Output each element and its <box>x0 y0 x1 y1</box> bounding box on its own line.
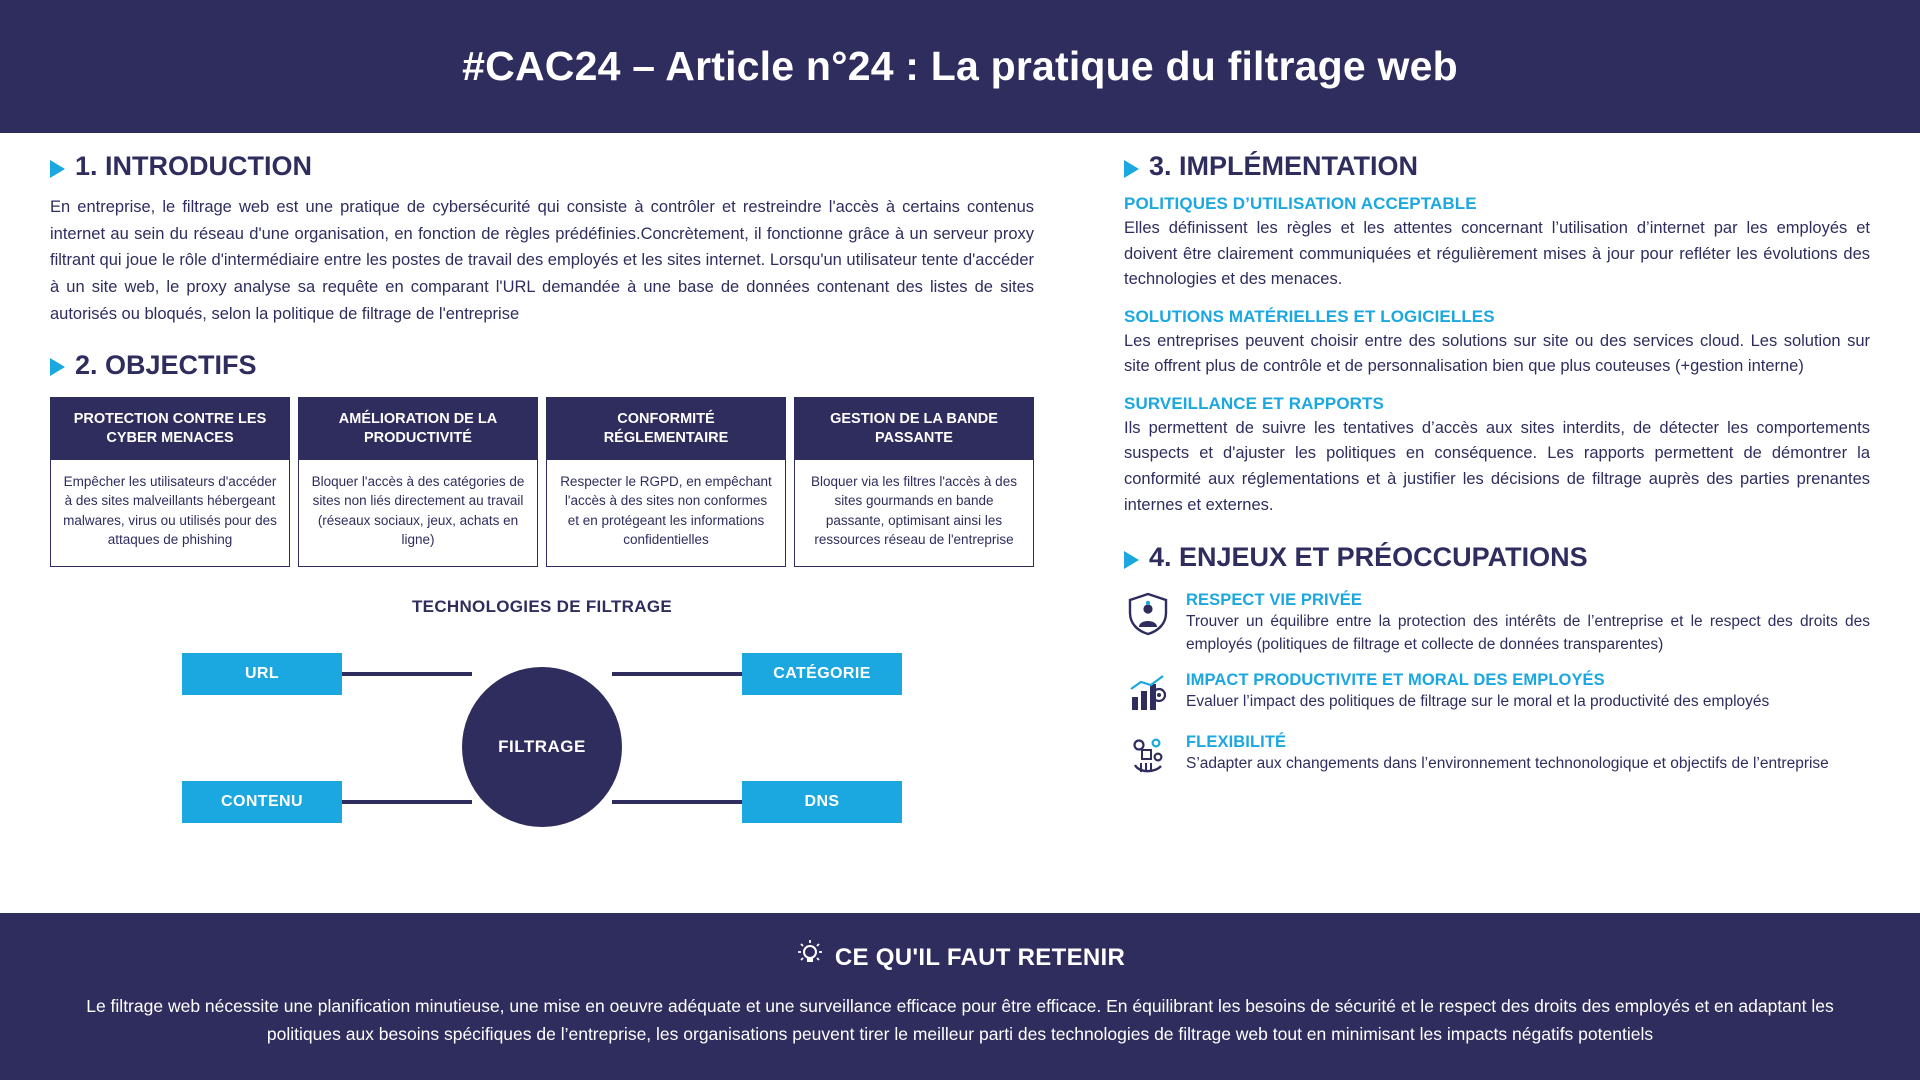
implementation-block-text: Elles définissent les règles et les attentes concernant l’utilisation d’internet par les employés et doivent être clairement communiquées et régulièrement mises à jour pour refléter les évolutions des technologies et des menaces. <box>1124 219 1870 289</box>
right-column <box>1060 151 1870 913</box>
objective-card-title: AMÉLIORATION DE LA PRODUCTIVITÉ <box>299 398 537 460</box>
diagram-node-categorie: CATÉGORIE <box>742 653 902 695</box>
privacy-shield-icon <box>1124 591 1172 639</box>
implementation-block <box>1124 194 1870 293</box>
section-2-title: 2. OBJECTIFS <box>75 349 257 380</box>
diagram-connector <box>342 672 472 676</box>
implementation-block <box>1124 394 1870 518</box>
implementation-block-title: SOLUTIONS MATÉRIELLES ET LOGICIELLES <box>1124 306 1495 326</box>
diagram-connector <box>612 800 742 804</box>
objective-card-title: PROTECTION CONTRE LES CYBER MENACES <box>51 398 289 460</box>
section-1-heading <box>50 151 1034 182</box>
objectives-cards <box>50 397 1034 567</box>
productivity-chart-gear-icon <box>1124 671 1172 719</box>
content-columns <box>0 133 1920 913</box>
lightbulb-icon <box>795 939 825 976</box>
objective-card <box>298 397 538 567</box>
takeaway-heading <box>48 939 1872 976</box>
triangle-bullet-icon <box>1124 160 1139 178</box>
left-column <box>50 151 1060 913</box>
objective-card-text: Bloquer l'accès à des catégories de sites non liés directement au travail (réseaux sociaux, jeux, achats en ligne) <box>311 473 525 548</box>
implementation-block <box>1124 307 1870 380</box>
flexibility-hand-gear-icon <box>1124 733 1172 781</box>
section-4-heading <box>1124 542 1870 573</box>
diagram-node-url: URL <box>182 653 342 695</box>
issue-title: FLEXIBILITÉ <box>1186 732 1287 751</box>
diagram-hub-filtrage: FILTRAGE <box>462 667 622 827</box>
triangle-bullet-icon <box>50 160 65 178</box>
implementation-block-title: SURVEILLANCE ET RAPPORTS <box>1124 393 1384 413</box>
issue-text: S’adapter aux changements dans l’environnement technonologique et objectifs de l’entreprise <box>1186 754 1829 772</box>
objective-card-text: Respecter le RGPD, en empêchant l'accès à des sites non conformes et en protégeant les informations confidentielles <box>560 473 772 548</box>
issue-text: Trouver un équilibre entre la protection des intérêts de l’entreprise et le respect des droits des employés (politiques de filtrage et collecte de données transparentes) <box>1186 613 1870 654</box>
implementation-block-text: Ils permettent de suivre les tentatives d’accès aux sites interdits, de détecter les comportements suspects et d'ajuster les politiques en conséquence. Les rapports permettent de démontrer la conformité aux réglementations et à justifier les décisions de filtrage auprès des parties prenantes internes et externes. <box>1124 418 1870 514</box>
objective-card <box>546 397 786 567</box>
issue-item <box>1124 671 1870 719</box>
objective-card <box>50 397 290 567</box>
triangle-bullet-icon <box>1124 551 1139 569</box>
implementation-block-title: POLITIQUES D’UTILISATION ACCEPTABLE <box>1124 194 1477 213</box>
implementation-block-text: Les entreprises peuvent choisir entre des solutions sur site ou des services cloud. Les solution sur site offrent plus de contrôle et de personnalisation bien que plus couteuses (+gestion interne) <box>1124 331 1870 376</box>
section-1-paragraph: En entreprise, le filtrage web est une pratique de cybersécurité qui consiste à contrôler et restreindre l'accès à certains contenus internet au sein du réseau d'une organisation, en fonction de règles prédéfinies.Concrètement, il fonctionne grâce à un serveur proxy filtrant qui joue le rôle d'intermédiaire entre les postes de travail des employés et les sites internet. Lorsqu'un utilisateur tente d'accéder à un site web, le proxy analyse sa requête en comparant l'URL demandée à une base de données contenant des listes de sites autorisés ou bloqués, selon la politique de filtrage de l'entreprise <box>50 198 1034 323</box>
page-title: #CAC24 – Article n°24 : La pratique du filtrage web <box>462 43 1458 89</box>
issue-title: IMPACT PRODUCTIVITE ET MORAL DES EMPLOYÉS <box>1186 670 1605 689</box>
section-3-heading <box>1124 151 1870 182</box>
objective-card-text: Bloquer via les filtres l'accès à des sites gourmands en bande passante, optimisant ainsi les ressources réseau de l'entreprise <box>811 473 1017 548</box>
triangle-bullet-icon <box>50 358 65 376</box>
section-3-title: 3. IMPLÉMENTATION <box>1149 151 1418 181</box>
diagram-node-contenu: CONTENU <box>182 781 342 823</box>
objective-card <box>794 397 1034 567</box>
objective-card-text: Empêcher les utilisateurs d'accéder à des sites malveillants hébergeant malwares, virus ou utilisés pour des attaques de phishing <box>63 473 277 548</box>
diagram-node-dns: DNS <box>742 781 902 823</box>
page-header <box>0 0 1920 133</box>
section-2-heading <box>50 350 1034 381</box>
section-4-title: 4. ENJEUX ET PRÉOCCUPATIONS <box>1149 542 1588 573</box>
diagram-canvas <box>142 639 942 839</box>
diagram-connector <box>342 800 472 804</box>
diagram-title: TECHNOLOGIES DE FILTRAGE <box>412 596 672 616</box>
issue-item <box>1124 733 1870 781</box>
filtering-technologies-diagram <box>50 597 1034 839</box>
issue-item <box>1124 591 1870 657</box>
issue-text: Evaluer l’impact des politiques de filtrage sur le moral et la productivité des employés <box>1186 692 1770 710</box>
objective-card-title: GESTION DE LA BANDE PASSANTE <box>795 398 1033 460</box>
takeaway-text: Le filtrage web nécessite une planification minutieuse, une mise en oeuvre adéquate et une surveillance efficace pour être efficace. En équilibrant les besoins de sécurité et le respect des droits des employés et en adaptant les politiques aux besoins spécifiques de l’entreprise, les organisations peuvent tirer le meilleur parti des technologies de filtrage web tout en minimisant les impacts négatifs potentiels <box>86 996 1834 1044</box>
issue-title: RESPECT VIE PRIVÉE <box>1186 591 1363 610</box>
takeaway-title: CE QU'IL FAUT RETENIR <box>834 943 1126 971</box>
objective-card-title: CONFORMITÉ RÉGLEMENTAIRE <box>547 398 785 460</box>
section-1-title: 1. INTRODUCTION <box>75 151 313 181</box>
issues-list <box>1124 591 1870 781</box>
diagram-connector <box>612 672 742 676</box>
takeaway-footer <box>0 913 1920 1080</box>
